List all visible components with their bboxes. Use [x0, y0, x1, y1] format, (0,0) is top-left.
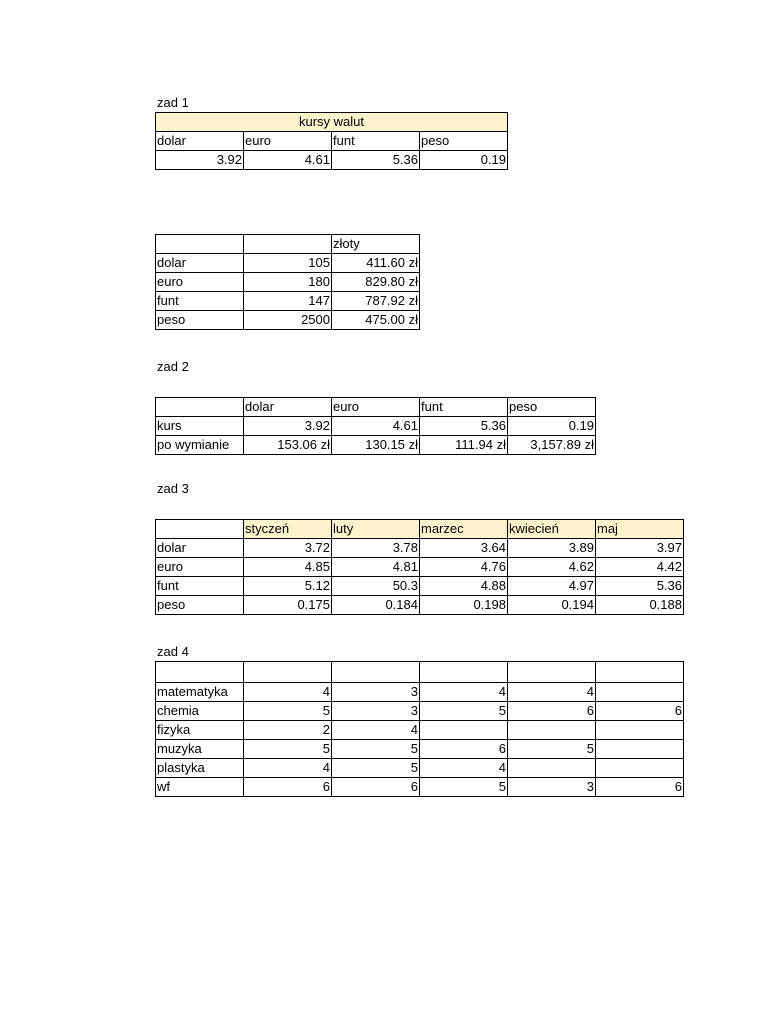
month-header-cell[interactable]: kwiecień — [508, 520, 596, 539]
rate-cell[interactable]: 3.92 — [156, 151, 244, 170]
value-cell[interactable]: 5.36 — [596, 577, 684, 596]
grade-cell[interactable]: 4 — [244, 683, 332, 702]
value-cell[interactable]: 3.72 — [244, 539, 332, 558]
subject-cell[interactable]: chemia — [156, 702, 244, 721]
header-cell[interactable]: peso — [420, 132, 508, 151]
grade-cell[interactable] — [508, 759, 596, 778]
zloty-cell[interactable]: 829.80 zł — [332, 273, 420, 292]
value-cell[interactable]: 4.61 — [332, 417, 420, 436]
grade-cell[interactable]: 2 — [244, 721, 332, 740]
grade-cell[interactable]: 6 — [596, 702, 684, 721]
empty-cell[interactable] — [596, 662, 684, 683]
grade-cell[interactable]: 4 — [332, 721, 420, 740]
grade-cell[interactable]: 4 — [244, 759, 332, 778]
value-cell[interactable]: 0.19 — [508, 417, 596, 436]
grade-cell[interactable]: 6 — [508, 702, 596, 721]
row-label-cell[interactable]: kurs — [156, 417, 244, 436]
header-cell[interactable]: euro — [332, 398, 420, 417]
grade-cell[interactable]: 5 — [420, 702, 508, 721]
zloty-cell[interactable]: 411.60 zł — [332, 254, 420, 273]
empty-cell[interactable] — [332, 662, 420, 683]
zloty-cell[interactable]: 787.92 zł — [332, 292, 420, 311]
month-header-cell[interactable]: maj — [596, 520, 684, 539]
empty-cell[interactable] — [244, 662, 332, 683]
currency-cell[interactable]: dolar — [156, 254, 244, 273]
subject-cell[interactable]: wf — [156, 778, 244, 797]
subject-cell[interactable]: fizyka — [156, 721, 244, 740]
rate-cell[interactable]: 4.61 — [244, 151, 332, 170]
empty-cell[interactable] — [244, 235, 332, 254]
grade-cell[interactable]: 6 — [596, 778, 684, 797]
grade-cell[interactable]: 3 — [332, 702, 420, 721]
currency-cell[interactable]: funt — [156, 292, 244, 311]
grade-cell[interactable] — [596, 721, 684, 740]
currency-cell[interactable]: funt — [156, 577, 244, 596]
zad2-label: zad 2 — [157, 359, 189, 374]
value-cell[interactable]: 3.78 — [332, 539, 420, 558]
grade-cell[interactable] — [596, 759, 684, 778]
grade-cell[interactable]: 5 — [244, 740, 332, 759]
currency-cell[interactable]: euro — [156, 558, 244, 577]
empty-cell[interactable] — [156, 520, 244, 539]
currency-cell[interactable]: peso — [156, 596, 244, 615]
grade-cell[interactable] — [596, 683, 684, 702]
amount-cell[interactable]: 180 — [244, 273, 332, 292]
grade-cell[interactable]: 5 — [508, 740, 596, 759]
value-cell[interactable]: 3.97 — [596, 539, 684, 558]
value-cell[interactable]: 4.42 — [596, 558, 684, 577]
value-cell[interactable]: 4.81 — [332, 558, 420, 577]
month-header-cell[interactable]: marzec — [420, 520, 508, 539]
value-cell[interactable]: 4.76 — [420, 558, 508, 577]
zloty-cell[interactable]: 475.00 zł — [332, 311, 420, 330]
empty-cell[interactable] — [156, 662, 244, 683]
grade-cell[interactable]: 6 — [244, 778, 332, 797]
grades-table — [155, 661, 684, 797]
grade-cell[interactable]: 5 — [332, 759, 420, 778]
grade-cell[interactable] — [508, 721, 596, 740]
header-cell[interactable]: funt — [420, 398, 508, 417]
grade-cell[interactable] — [596, 740, 684, 759]
header-cell[interactable]: euro — [244, 132, 332, 151]
header-cell[interactable]: dolar — [156, 132, 244, 151]
month-header-cell[interactable]: luty — [332, 520, 420, 539]
zloty-conversion-table — [155, 234, 420, 330]
subject-cell[interactable]: muzyka — [156, 740, 244, 759]
value-cell[interactable]: 5.12 — [244, 577, 332, 596]
grade-cell[interactable]: 5 — [244, 702, 332, 721]
currency-cell[interactable]: dolar — [156, 539, 244, 558]
value-cell[interactable]: 0.194 — [508, 596, 596, 615]
header-cell[interactable]: dolar — [244, 398, 332, 417]
grade-cell[interactable]: 3 — [508, 778, 596, 797]
row-label-cell[interactable]: po wymianie — [156, 436, 244, 455]
grade-cell[interactable]: 5 — [420, 778, 508, 797]
header-cell[interactable]: funt — [332, 132, 420, 151]
value-cell[interactable]: 4.97 — [508, 577, 596, 596]
value-cell[interactable]: 0.198 — [420, 596, 508, 615]
value-cell[interactable]: 3.92 — [244, 417, 332, 436]
value-cell[interactable]: 4.88 — [420, 577, 508, 596]
amount-cell[interactable]: 2500 — [244, 311, 332, 330]
grade-cell[interactable]: 4 — [420, 759, 508, 778]
value-cell[interactable]: 111.94 zł — [420, 436, 508, 455]
currency-cell[interactable]: peso — [156, 311, 244, 330]
currency-cell[interactable]: euro — [156, 273, 244, 292]
grade-cell[interactable]: 6 — [332, 778, 420, 797]
value-cell[interactable]: 0.175 — [244, 596, 332, 615]
header-cell[interactable]: złoty — [332, 235, 420, 254]
empty-cell[interactable] — [156, 235, 244, 254]
grade-cell[interactable] — [420, 721, 508, 740]
value-cell[interactable]: 130.15 zł — [332, 436, 420, 455]
value-cell[interactable]: 5.36 — [420, 417, 508, 436]
subject-cell[interactable]: plastyka — [156, 759, 244, 778]
exchange-table — [155, 397, 596, 455]
value-cell[interactable]: 153.06 zł — [244, 436, 332, 455]
empty-cell[interactable] — [420, 662, 508, 683]
value-cell[interactable]: 4.85 — [244, 558, 332, 577]
grade-cell[interactable]: 4 — [508, 683, 596, 702]
value-cell[interactable]: 50.3 — [332, 577, 420, 596]
header-cell[interactable]: peso — [508, 398, 596, 417]
value-cell[interactable]: 0.188 — [596, 596, 684, 615]
grade-cell[interactable]: 6 — [420, 740, 508, 759]
value-cell[interactable]: 0.184 — [332, 596, 420, 615]
rate-cell[interactable]: 5.36 — [332, 151, 420, 170]
grade-cell[interactable]: 4 — [420, 683, 508, 702]
zad3-label: zad 3 — [157, 481, 189, 496]
value-cell[interactable]: 4.62 — [508, 558, 596, 577]
month-header-cell[interactable]: styczeń — [244, 520, 332, 539]
empty-cell[interactable] — [508, 662, 596, 683]
value-cell[interactable]: 3.64 — [420, 539, 508, 558]
grade-cell[interactable]: 3 — [332, 683, 420, 702]
zad4-label: zad 4 — [157, 644, 189, 659]
amount-cell[interactable]: 147 — [244, 292, 332, 311]
value-cell[interactable]: 3.89 — [508, 539, 596, 558]
value-cell[interactable]: 3,157.89 zł — [508, 436, 596, 455]
monthly-rates-table — [155, 519, 684, 615]
amount-cell[interactable]: 105 — [244, 254, 332, 273]
table-title[interactable]: kursy walut — [156, 113, 508, 132]
grade-cell[interactable]: 5 — [332, 740, 420, 759]
rate-cell[interactable]: 0.19 — [420, 151, 508, 170]
subject-cell[interactable]: matematyka — [156, 683, 244, 702]
exchange-rates-table — [155, 112, 508, 170]
empty-cell[interactable] — [156, 398, 244, 417]
zad1-label: zad 1 — [157, 95, 189, 110]
